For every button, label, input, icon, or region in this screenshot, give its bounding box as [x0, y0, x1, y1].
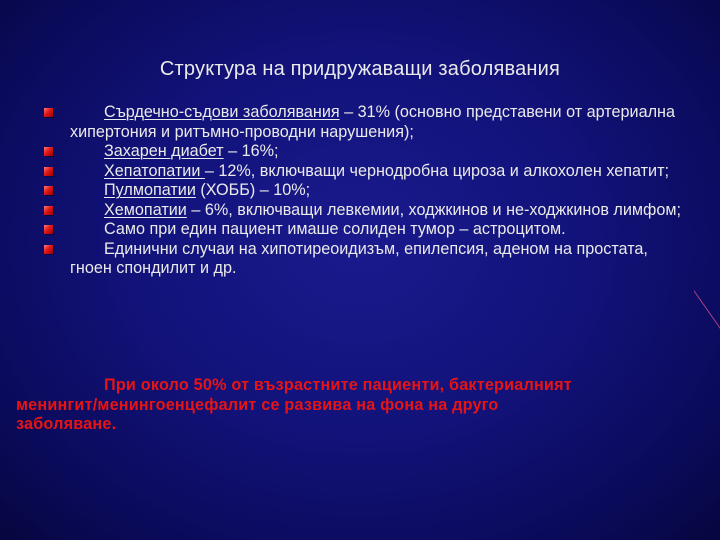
item-text: – 16%;	[223, 142, 279, 160]
list-item	[44, 240, 694, 279]
bullet-marker-icon	[44, 206, 53, 215]
decorative-line	[694, 290, 720, 370]
list-item	[44, 142, 694, 162]
bullet-marker-icon	[44, 186, 53, 195]
item-text: – 6%, включващи левкемии, ходжкинов и не-ходжкинов лимфом;	[186, 200, 681, 219]
item-text: (ХОББ) – 10%;	[195, 181, 311, 199]
note-line-2: менингит/менингоенцефалит се развива на фона на друго	[16, 395, 499, 414]
item-text: – 31% (основно представени от артериална хипертония и ритъмно-проводни нарушения);	[70, 103, 675, 141]
item-label: Сърдечно-съдови заболявания	[104, 103, 340, 121]
bullet-marker-icon	[44, 167, 53, 176]
note-line-3: заболяване.	[16, 415, 117, 433]
item-text: Единични случаи на хипотиреоидизъм, епилепсия, аденом на простата, гноен спондилит и др.	[70, 239, 648, 277]
list-item	[44, 220, 694, 240]
bullet-list	[44, 103, 694, 279]
list-item	[44, 201, 694, 221]
bullet-marker-icon	[44, 147, 53, 156]
item-label: Захарен диабет	[104, 142, 224, 160]
slide-title: Структура на придружаващи заболявания	[159, 58, 561, 80]
bullet-marker-icon	[44, 245, 53, 254]
item-label: Хепатопатии	[104, 161, 205, 180]
bullet-marker-icon	[44, 108, 53, 117]
item-text: – 12%, включващи чернодробна цироза и алкохолен хепатит;	[204, 161, 670, 180]
conclusion-note	[16, 376, 700, 435]
list-item	[44, 181, 694, 201]
bullet-marker-icon	[44, 225, 53, 234]
list-item	[44, 103, 694, 142]
item-text: Само при един пациент имаше солиден тумор – астроцитом.	[104, 220, 566, 238]
note-line-1: При около 50% от възрастните пациенти, бактериалният	[104, 376, 572, 394]
list-item	[44, 162, 694, 182]
item-label: Хемопатии	[104, 200, 187, 219]
item-label: Пулмопатии	[104, 181, 196, 199]
